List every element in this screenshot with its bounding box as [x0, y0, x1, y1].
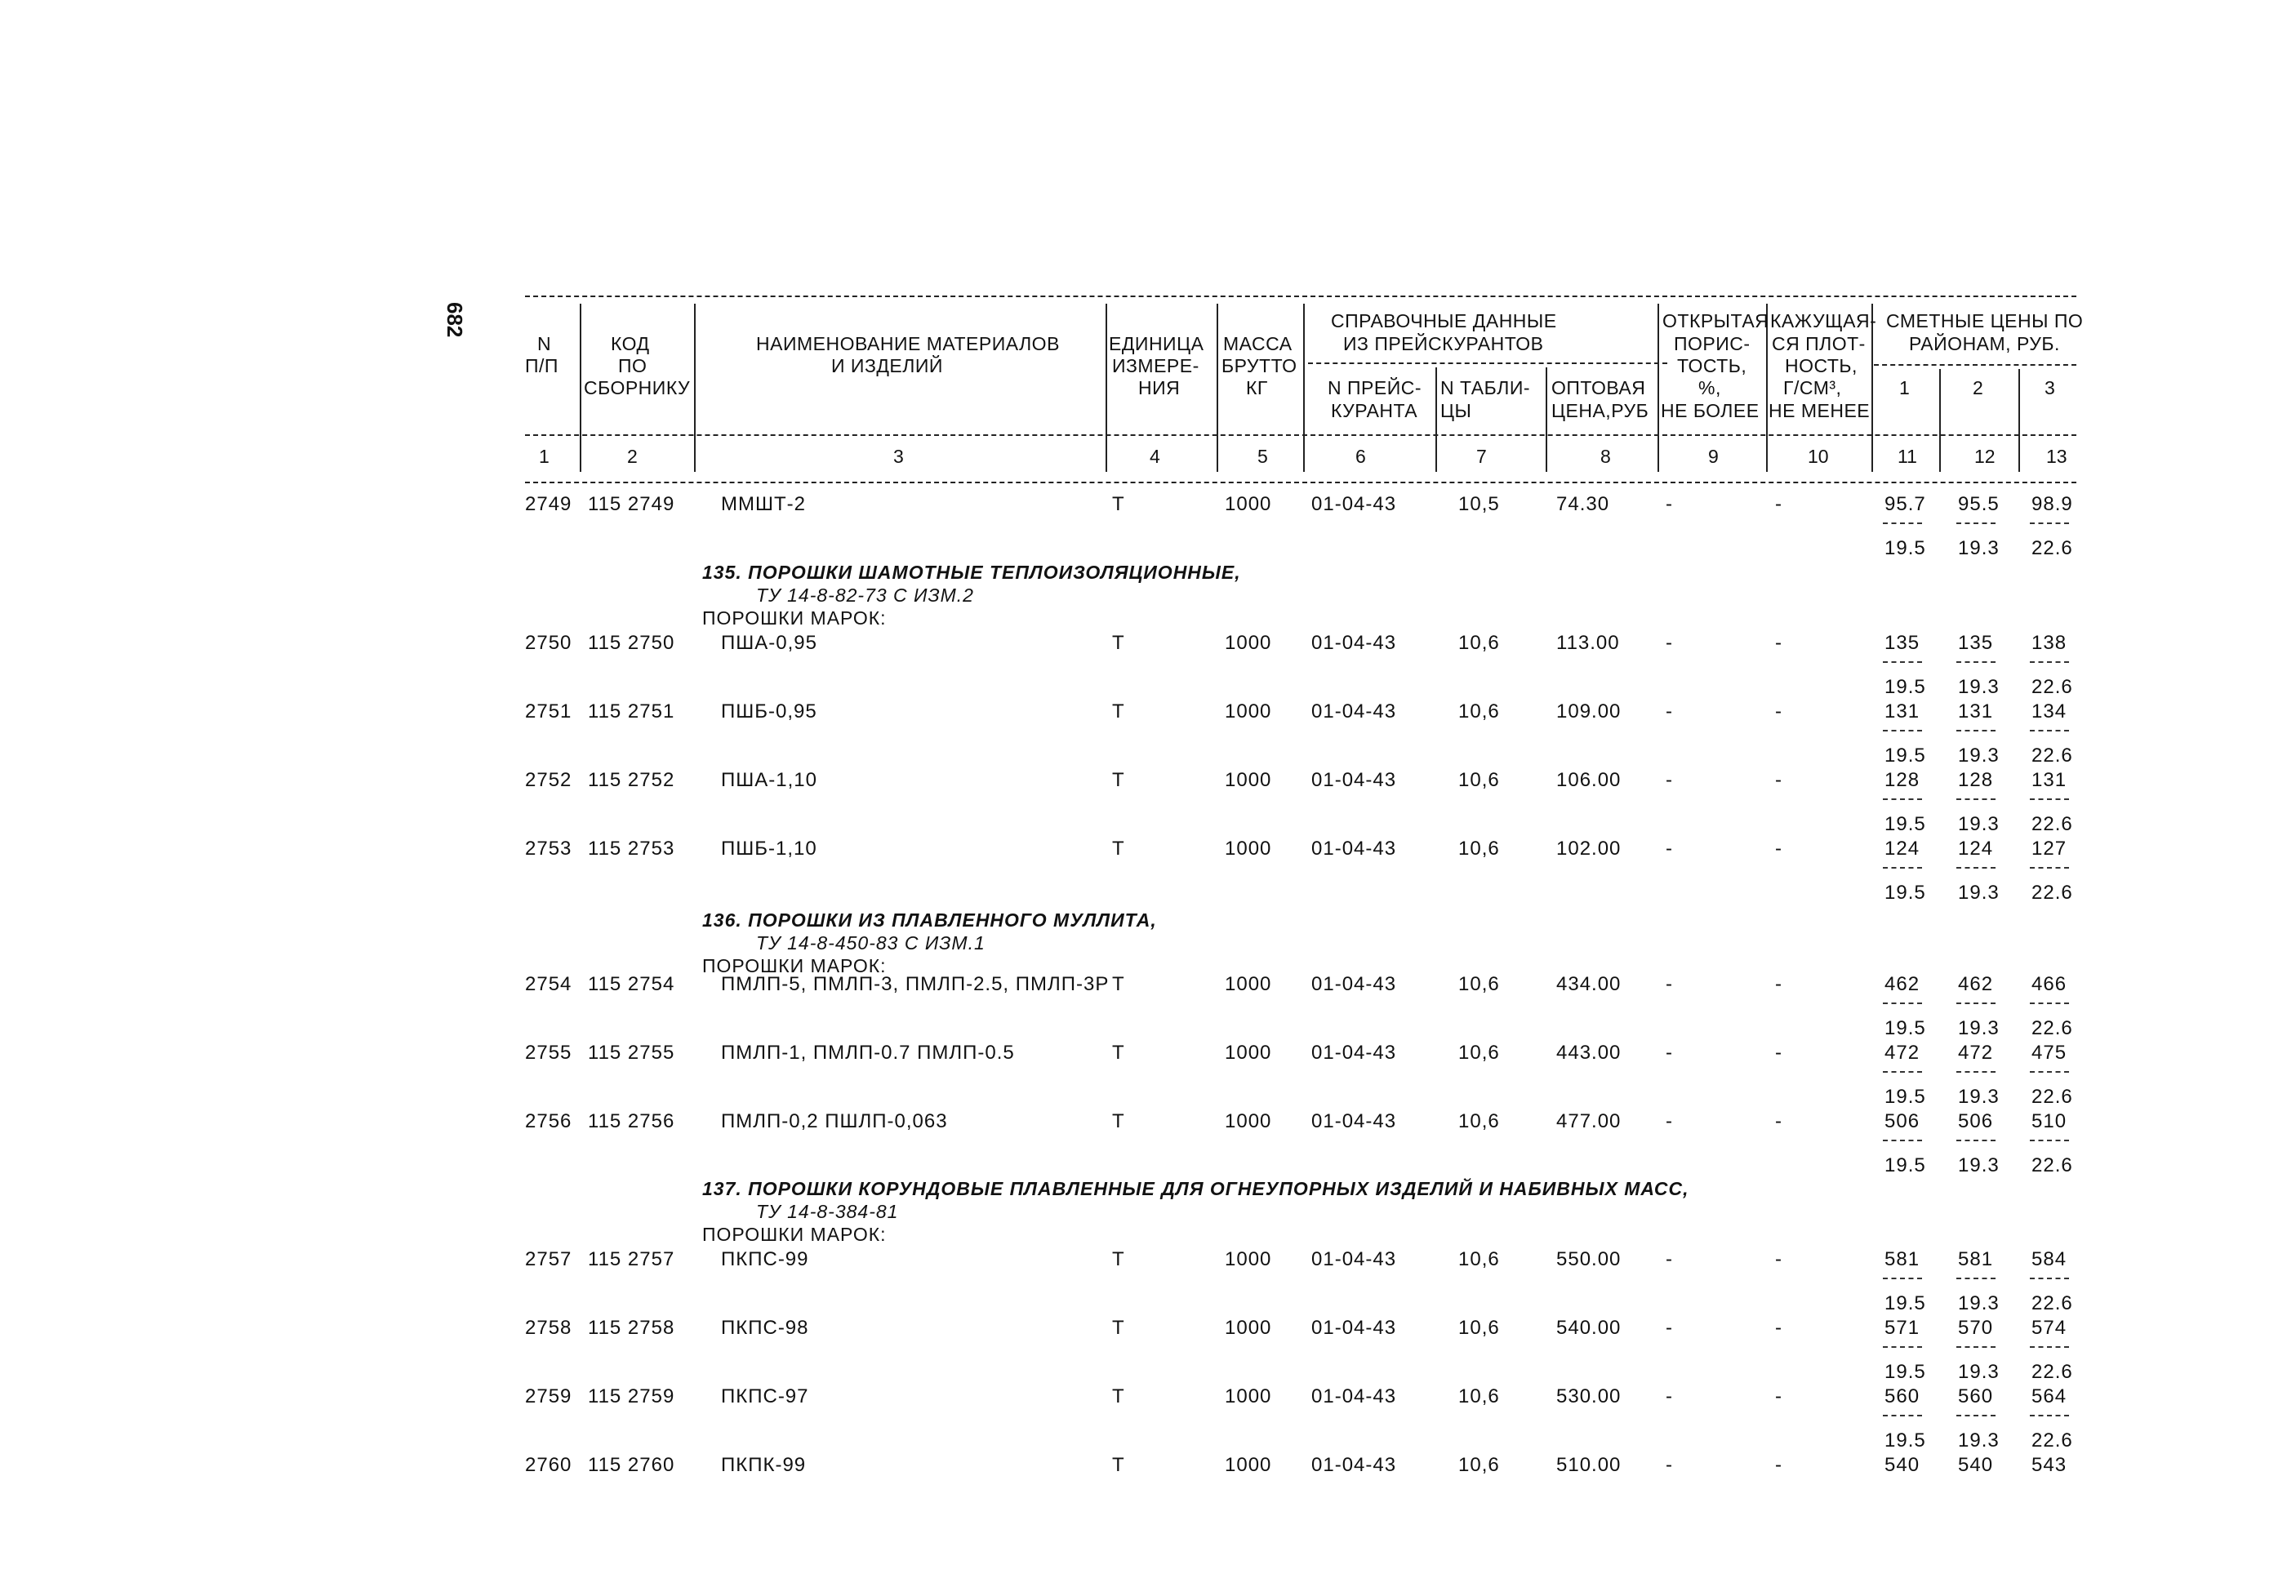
fraction-divider [2030, 1346, 2069, 1348]
fraction-divider [1883, 661, 1922, 663]
section-title: 136. ПОРОШКИ ИЗ ПЛАВЛЕННОГО МУЛЛИТА, [702, 909, 1157, 931]
row-mass: 1000 [1225, 1317, 1272, 1339]
row-region2-price: 540 [1958, 1454, 1994, 1476]
section-title: 135. ПОРОШКИ ШАМОТНЫЕ ТЕПЛОИЗОЛЯЦИОННЫЕ, [702, 562, 1241, 583]
row-region2-price: 472 [1958, 1042, 1994, 1064]
col-number: 2 [627, 446, 638, 467]
row-price-list: 01-04-43 [1311, 769, 1397, 791]
row-density: - [1775, 769, 1782, 791]
row-number: 2749 [525, 493, 572, 515]
row-region3-price: 134 [2031, 700, 2067, 722]
row-unit: Т [1112, 1110, 1125, 1132]
row-region1-price: 124 [1884, 838, 1920, 860]
row-mass: 1000 [1225, 700, 1272, 722]
header-col10-line3: НОСТЬ, [1785, 355, 1858, 376]
row-region1-coef: 19.5 [1884, 537, 1926, 559]
row-mass: 1000 [1225, 1042, 1272, 1064]
row-region1-coef: 19.5 [1884, 745, 1926, 767]
row-table-number: 10,6 [1458, 769, 1500, 791]
row-price-list: 01-04-43 [1311, 700, 1397, 722]
row-material-name: ПША-1,10 [721, 769, 817, 791]
row-region3-coef: 22.6 [2031, 1361, 2073, 1383]
row-code: 115 2752 [588, 769, 675, 791]
row-table-number: 10,6 [1458, 1317, 1500, 1339]
row-porosity: - [1666, 838, 1673, 860]
section-spec: ТУ 14-8-82-73 С ИЗМ.2 [756, 585, 974, 606]
row-region3-price: 543 [2031, 1454, 2067, 1476]
row-material-name: ПМЛП-5, ПМЛП-3, ПМЛП-2.5, ПМЛП-3Р [721, 973, 1110, 995]
row-region1-coef: 19.5 [1884, 882, 1926, 904]
header-divider [1106, 304, 1107, 472]
row-density: - [1775, 632, 1782, 654]
row-porosity: - [1666, 700, 1673, 722]
row-price-list: 01-04-43 [1311, 1454, 1397, 1476]
header-reference-group-line1: СПРАВОЧНЫЕ ДАННЫЕ [1331, 310, 1557, 331]
col-number: 5 [1257, 446, 1268, 467]
row-table-number: 10,6 [1458, 700, 1500, 722]
header-col5-line2: БРУТТО [1221, 355, 1297, 376]
section-spec: ТУ 14-8-384-81 [756, 1201, 899, 1222]
header-region-3: 3 [2045, 377, 2056, 398]
row-code: 115 2760 [588, 1454, 675, 1476]
row-mass: 1000 [1225, 632, 1272, 654]
row-region2-price: 135 [1958, 632, 1994, 654]
row-region1-price: 472 [1884, 1042, 1920, 1064]
header-col7-line2: ЦЫ [1440, 400, 1472, 421]
fraction-divider [1883, 522, 1922, 524]
fraction-divider [1956, 1003, 1996, 1004]
row-unit: Т [1112, 1454, 1125, 1476]
row-density: - [1775, 1385, 1782, 1407]
fraction-divider [1883, 1278, 1922, 1279]
row-porosity: - [1666, 632, 1673, 654]
col-number: 10 [1808, 446, 1829, 467]
row-region2-coef: 19.3 [1958, 882, 2000, 904]
row-number: 2760 [525, 1454, 572, 1476]
col-number: 13 [2046, 446, 2067, 467]
row-unit: Т [1112, 493, 1125, 515]
row-region3-price: 475 [2031, 1042, 2067, 1064]
row-region2-coef: 19.3 [1958, 1292, 2000, 1314]
header-divider [694, 304, 696, 472]
header-col1-line1: N [537, 333, 552, 354]
row-region1-price: 462 [1884, 973, 1920, 995]
fraction-divider [1956, 730, 1996, 731]
row-wholesale-price: 109.00 [1556, 700, 1622, 722]
row-code: 115 2754 [588, 973, 675, 995]
row-material-name: ПКПС-98 [721, 1317, 809, 1339]
fraction-divider [2030, 1278, 2069, 1279]
row-number: 2759 [525, 1385, 572, 1407]
row-price-list: 01-04-43 [1311, 1385, 1397, 1407]
col-number: 12 [1974, 446, 1996, 467]
row-region3-price: 131 [2031, 769, 2067, 791]
row-number: 2755 [525, 1042, 572, 1064]
row-region1-price: 95.7 [1884, 493, 1926, 515]
fraction-divider [2030, 1140, 2069, 1141]
row-density: - [1775, 700, 1782, 722]
fraction-divider [1956, 661, 1996, 663]
header-region-2: 2 [1973, 377, 1984, 398]
row-unit: Т [1112, 632, 1125, 654]
header-divider [1657, 304, 1659, 472]
fraction-divider [2030, 661, 2069, 663]
row-unit: Т [1112, 1385, 1125, 1407]
row-region2-coef: 19.3 [1958, 1086, 2000, 1108]
row-material-name: ПМЛП-1, ПМЛП-0.7 ПМЛП-0.5 [721, 1042, 1015, 1064]
row-mass: 1000 [1225, 1385, 1272, 1407]
row-material-name: ПШБ-1,10 [721, 838, 817, 860]
row-region3-price: 574 [2031, 1317, 2067, 1339]
row-region3-price: 127 [2031, 838, 2067, 860]
row-code: 115 2756 [588, 1110, 675, 1132]
row-region1-price: 135 [1884, 632, 1920, 654]
header-col9-line4: %, [1698, 377, 1721, 398]
fraction-divider [1956, 1278, 1996, 1279]
row-wholesale-price: 443.00 [1556, 1042, 1622, 1064]
row-region3-coef: 22.6 [2031, 745, 2073, 767]
row-region1-price: 506 [1884, 1110, 1920, 1132]
row-wholesale-price: 530.00 [1556, 1385, 1622, 1407]
row-unit: Т [1112, 973, 1125, 995]
row-density: - [1775, 973, 1782, 995]
row-mass: 1000 [1225, 1248, 1272, 1270]
row-porosity: - [1666, 1042, 1673, 1064]
row-wholesale-price: 74.30 [1556, 493, 1610, 515]
fraction-divider [2030, 798, 2069, 800]
header-col4-line1: ЕДИНИЦА [1109, 333, 1204, 354]
row-region3-price: 466 [2031, 973, 2067, 995]
row-unit: Т [1112, 769, 1125, 791]
row-region1-price: 540 [1884, 1454, 1920, 1476]
row-code: 115 2749 [588, 493, 675, 515]
row-region3-price: 584 [2031, 1248, 2067, 1270]
section-title: 137. ПОРОШКИ КОРУНДОВЫЕ ПЛАВЛЕННЫЕ ДЛЯ ОГНЕУПОРНЫХ ИЗДЕЛИЙ И НАБИВНЫХ МАСС, [702, 1178, 1689, 1199]
row-region1-price: 581 [1884, 1248, 1920, 1270]
row-region2-coef: 19.3 [1958, 1017, 2000, 1039]
row-table-number: 10,6 [1458, 1385, 1500, 1407]
header-regions-group-line2: РАЙОНАМ, РУБ. [1909, 333, 2060, 354]
row-table-number: 10,5 [1458, 493, 1500, 515]
row-region1-coef: 19.5 [1884, 1086, 1926, 1108]
fraction-divider [1956, 1140, 1996, 1141]
row-porosity: - [1666, 1248, 1673, 1270]
row-price-list: 01-04-43 [1311, 632, 1397, 654]
header-col6-line2: КУРАНТА [1331, 400, 1418, 421]
row-unit: Т [1112, 1317, 1125, 1339]
row-price-list: 01-04-43 [1311, 1042, 1397, 1064]
row-region1-coef: 19.5 [1884, 1017, 1926, 1039]
row-region2-price: 581 [1958, 1248, 1994, 1270]
row-region3-coef: 22.6 [2031, 1086, 2073, 1108]
fraction-divider [1883, 1003, 1922, 1004]
row-density: - [1775, 493, 1782, 515]
row-porosity: - [1666, 1454, 1673, 1476]
row-region1-coef: 19.5 [1884, 1429, 1926, 1452]
row-table-number: 10,6 [1458, 1110, 1500, 1132]
row-number: 2757 [525, 1248, 572, 1270]
header-col3-line1: НАИМЕНОВАНИЕ МАТЕРИАЛОВ [756, 333, 1060, 354]
row-porosity: - [1666, 1317, 1673, 1339]
header-col9-line2: ПОРИС- [1674, 333, 1751, 354]
header-col5-line3: КГ [1246, 377, 1268, 398]
header-col8-line1: ОПТОВАЯ [1551, 377, 1646, 398]
row-price-list: 01-04-43 [1311, 1110, 1397, 1132]
row-price-list: 01-04-43 [1311, 1317, 1397, 1339]
col-number: 8 [1600, 446, 1611, 467]
row-region2-price: 462 [1958, 973, 1994, 995]
row-region3-coef: 22.6 [2031, 1429, 2073, 1452]
row-region2-price: 128 [1958, 769, 1994, 791]
page-number: 682 [443, 302, 467, 338]
row-density: - [1775, 1317, 1782, 1339]
row-unit: Т [1112, 1248, 1125, 1270]
row-material-name: ПКПС-97 [721, 1385, 809, 1407]
row-region2-coef: 19.3 [1958, 745, 2000, 767]
row-unit: Т [1112, 700, 1125, 722]
row-material-name: ПМЛП-0,2 ПШЛП-0,063 [721, 1110, 948, 1132]
row-porosity: - [1666, 1110, 1673, 1132]
fraction-divider [2030, 522, 2069, 524]
fraction-divider [1883, 867, 1922, 869]
row-density: - [1775, 1110, 1782, 1132]
header-col3-line2: И ИЗДЕЛИЙ [831, 355, 943, 376]
row-region3-price: 564 [2031, 1385, 2067, 1407]
row-porosity: - [1666, 493, 1673, 515]
section-marks-label: ПОРОШКИ МАРОК: [702, 955, 887, 976]
header-divider [2018, 369, 2020, 472]
row-mass: 1000 [1225, 1110, 1272, 1132]
row-number: 2750 [525, 632, 572, 654]
fraction-divider [2030, 1415, 2069, 1416]
row-region1-coef: 19.5 [1884, 676, 1926, 698]
row-porosity: - [1666, 769, 1673, 791]
row-region2-coef: 19.3 [1958, 1154, 2000, 1176]
row-region2-price: 131 [1958, 700, 1994, 722]
header-group-rule-ref [1308, 362, 1667, 364]
row-price-list: 01-04-43 [1311, 1248, 1397, 1270]
row-code: 115 2758 [588, 1317, 675, 1339]
header-col8-line2: ЦЕНА,РУБ [1551, 400, 1649, 421]
row-region1-coef: 19.5 [1884, 1292, 1926, 1314]
header-col6-line1: N ПРЕЙС- [1328, 377, 1422, 398]
row-number: 2752 [525, 769, 572, 791]
row-density: - [1775, 838, 1782, 860]
row-unit: Т [1112, 1042, 1125, 1064]
fraction-divider [2030, 1003, 2069, 1004]
header-divider [580, 304, 581, 472]
row-region2-price: 570 [1958, 1317, 1994, 1339]
header-col1-line2: П/П [525, 355, 558, 376]
row-number: 2756 [525, 1110, 572, 1132]
row-number: 2758 [525, 1317, 572, 1339]
row-region2-price: 560 [1958, 1385, 1994, 1407]
row-number: 2751 [525, 700, 572, 722]
fraction-divider [1883, 1071, 1922, 1073]
fraction-divider [2030, 1071, 2069, 1073]
row-region1-price: 128 [1884, 769, 1920, 791]
header-col5-line1: МАССА [1223, 333, 1293, 354]
col-number: 1 [539, 446, 550, 467]
header-group-rule-regions [1874, 364, 2076, 366]
row-mass: 1000 [1225, 493, 1272, 515]
row-wholesale-price: 113.00 [1556, 632, 1620, 654]
fraction-divider [1883, 1415, 1922, 1416]
row-region1-price: 571 [1884, 1317, 1920, 1339]
row-material-name: ПКПК-99 [721, 1454, 807, 1476]
row-region2-coef: 19.3 [1958, 1361, 2000, 1383]
header-reference-group-line2: ИЗ ПРЕЙСКУРАНТОВ [1343, 333, 1544, 354]
header-col2-line2: ПО [618, 355, 647, 376]
col-number: 9 [1708, 446, 1719, 467]
header-col4-line2: ИЗМЕРЕ- [1112, 355, 1199, 376]
row-region2-price: 124 [1958, 838, 1994, 860]
row-porosity: - [1666, 1385, 1673, 1407]
header-top-rule [525, 296, 2076, 297]
row-region1-coef: 19.5 [1884, 813, 1926, 835]
row-table-number: 10,6 [1458, 632, 1500, 654]
row-table-number: 10,6 [1458, 1454, 1500, 1476]
header-col9-line3: ТОСТЬ, [1677, 355, 1747, 376]
header-divider [1435, 367, 1437, 472]
row-price-list: 01-04-43 [1311, 493, 1397, 515]
row-number: 2754 [525, 973, 572, 995]
row-wholesale-price: 540.00 [1556, 1317, 1622, 1339]
fraction-divider [1956, 1346, 1996, 1348]
header-bottom-rule [525, 434, 2076, 436]
header-col10-line2: СЯ ПЛОТ- [1772, 333, 1866, 354]
row-region3-coef: 22.6 [2031, 813, 2073, 835]
row-region1-price: 131 [1884, 700, 1920, 722]
fraction-divider [1956, 798, 1996, 800]
header-col2-line3: СБОРНИКУ [584, 377, 691, 398]
header-col10-line1: КАЖУЩАЯ- [1770, 310, 1877, 331]
row-wholesale-price: 434.00 [1556, 973, 1622, 995]
row-number: 2753 [525, 838, 572, 860]
col-number: 4 [1150, 446, 1160, 467]
row-density: - [1775, 1454, 1782, 1476]
row-mass: 1000 [1225, 838, 1272, 860]
row-porosity: - [1666, 973, 1673, 995]
fraction-divider [1883, 730, 1922, 731]
row-wholesale-price: 106.00 [1556, 769, 1622, 791]
header-col7-line1: N ТАБЛИ- [1440, 377, 1531, 398]
fraction-divider [2030, 730, 2069, 731]
fraction-divider [1956, 867, 1996, 869]
row-density: - [1775, 1042, 1782, 1064]
row-mass: 1000 [1225, 769, 1272, 791]
row-wholesale-price: 550.00 [1556, 1248, 1622, 1270]
fraction-divider [1883, 798, 1922, 800]
row-region3-coef: 22.6 [2031, 1292, 2073, 1314]
row-mass: 1000 [1225, 973, 1272, 995]
row-region3-coef: 22.6 [2031, 537, 2073, 559]
fraction-divider [1883, 1346, 1922, 1348]
header-col9-line1: ОТКРЫТАЯ [1662, 310, 1769, 331]
row-region3-price: 510 [2031, 1110, 2067, 1132]
fraction-divider [2030, 867, 2069, 869]
row-price-list: 01-04-43 [1311, 838, 1397, 860]
row-wholesale-price: 102.00 [1556, 838, 1622, 860]
row-code: 115 2755 [588, 1042, 675, 1064]
header-divider [1217, 304, 1218, 472]
header-divider [1546, 367, 1547, 472]
row-region3-price: 138 [2031, 632, 2067, 654]
section-spec: ТУ 14-8-450-83 С ИЗМ.1 [756, 932, 986, 954]
row-code: 115 2753 [588, 838, 675, 860]
header-col9-line5: НЕ БОЛЕЕ [1661, 400, 1760, 421]
header-regions-group-line1: СМЕТНЫЕ ЦЕНЫ ПО [1886, 310, 2084, 331]
row-region2-coef: 19.3 [1958, 1429, 2000, 1452]
row-region2-coef: 19.3 [1958, 813, 2000, 835]
row-table-number: 10,6 [1458, 1042, 1500, 1064]
section-marks-label: ПОРОШКИ МАРОК: [702, 1224, 887, 1245]
row-region1-coef: 19.5 [1884, 1154, 1926, 1176]
fraction-divider [1956, 522, 1996, 524]
row-material-name: ММШТ-2 [721, 493, 806, 515]
row-price-list: 01-04-43 [1311, 973, 1397, 995]
header-divider [1303, 304, 1305, 472]
header-col4-line3: НИЯ [1138, 377, 1181, 398]
row-code: 115 2759 [588, 1385, 675, 1407]
row-table-number: 10,6 [1458, 1248, 1500, 1270]
fraction-divider [1956, 1415, 1996, 1416]
col-number: 7 [1476, 446, 1487, 467]
row-code: 115 2750 [588, 632, 675, 654]
row-table-number: 10,6 [1458, 838, 1500, 860]
row-region2-coef: 19.3 [1958, 537, 2000, 559]
row-region3-coef: 22.6 [2031, 1154, 2073, 1176]
header-divider [1939, 369, 1941, 472]
row-region2-price: 95.5 [1958, 493, 2000, 515]
row-region1-price: 560 [1884, 1385, 1920, 1407]
header-region-1: 1 [1899, 377, 1911, 398]
row-region3-coef: 22.6 [2031, 1017, 2073, 1039]
header-col10-line4: Г/СМ³, [1783, 377, 1842, 398]
row-table-number: 10,6 [1458, 973, 1500, 995]
col-number: 3 [893, 446, 904, 467]
row-region3-price: 98.9 [2031, 493, 2073, 515]
header-col2-line1: КОД [611, 333, 650, 354]
fraction-divider [1883, 1140, 1922, 1141]
row-wholesale-price: 510.00 [1556, 1454, 1622, 1476]
column-number-rule [525, 482, 2076, 483]
row-unit: Т [1112, 838, 1125, 860]
row-material-name: ПКПС-99 [721, 1248, 809, 1270]
section-marks-label: ПОРОШКИ МАРОК: [702, 607, 887, 629]
col-number: 6 [1355, 446, 1366, 467]
header-col10-line5: НЕ МЕНЕЕ [1769, 400, 1871, 421]
row-code: 115 2751 [588, 700, 675, 722]
row-region2-price: 506 [1958, 1110, 1994, 1132]
row-wholesale-price: 477.00 [1556, 1110, 1622, 1132]
row-region3-coef: 22.6 [2031, 882, 2073, 904]
row-region2-coef: 19.3 [1958, 676, 2000, 698]
row-region1-coef: 19.5 [1884, 1361, 1926, 1383]
row-mass: 1000 [1225, 1454, 1272, 1476]
row-region3-coef: 22.6 [2031, 676, 2073, 698]
row-density: - [1775, 1248, 1782, 1270]
col-number: 11 [1898, 446, 1917, 467]
row-material-name: ПШБ-0,95 [721, 700, 817, 722]
fraction-divider [1956, 1071, 1996, 1073]
row-code: 115 2757 [588, 1248, 675, 1270]
row-material-name: ПША-0,95 [721, 632, 817, 654]
